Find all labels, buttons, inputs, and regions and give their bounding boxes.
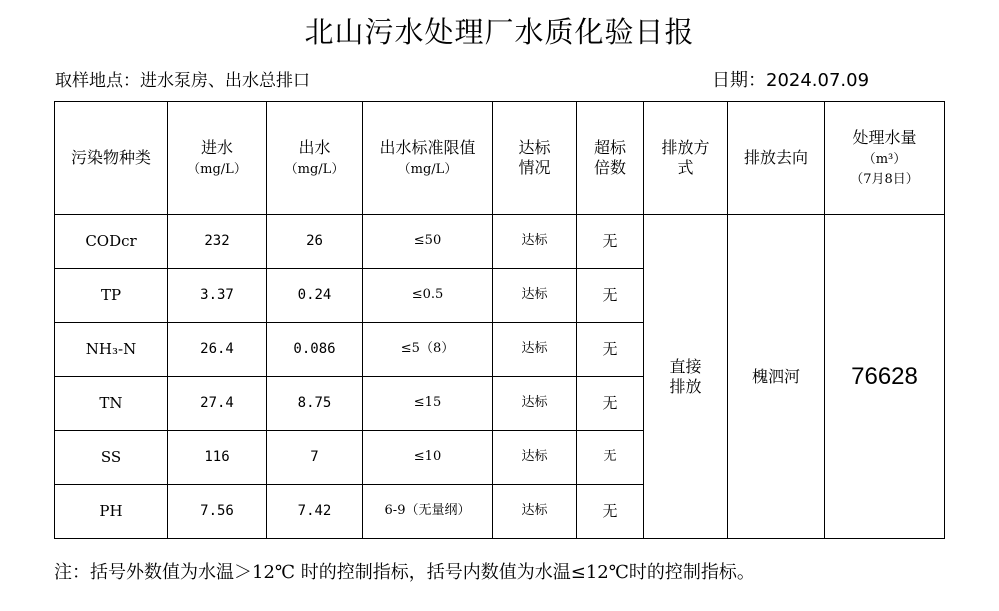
limit-cell: ≤0.5	[363, 269, 493, 323]
exceed-cell: 无	[577, 323, 644, 377]
influent-cell: 3.37	[168, 269, 267, 323]
pollutant-cell: SS	[55, 431, 168, 485]
influent-cell: 116	[168, 431, 267, 485]
header-pollutant: 污染物种类	[55, 102, 168, 215]
exceed-cell: 无	[577, 377, 644, 431]
compliance-cell: 达标	[493, 377, 577, 431]
pollutant-cell: CODcr	[55, 215, 168, 269]
limit-cell: 6-9（无量纲）	[363, 485, 493, 539]
effluent-cell: 7.42	[267, 485, 363, 539]
limit-cell: ≤5（8）	[363, 323, 493, 377]
influent-cell: 26.4	[168, 323, 267, 377]
compliance-cell: 达标	[493, 215, 577, 269]
compliance-cell: 达标	[493, 269, 577, 323]
compliance-cell: 达标	[493, 431, 577, 485]
limit-cell: ≤50	[363, 215, 493, 269]
table-row	[55, 215, 945, 269]
limit-cell: ≤10	[363, 431, 493, 485]
exceed-cell: 无	[577, 269, 644, 323]
report-title: 北山污水处理厂水质化验日报	[304, 15, 695, 49]
header-limit: 出水标准限值 （mg/L）	[363, 102, 493, 215]
exceed-cell: 无	[577, 215, 644, 269]
compliance-cell: 达标	[493, 323, 577, 377]
exceed-cell: 无	[577, 431, 644, 485]
header-effluent: 出水 （mg/L）	[267, 102, 363, 215]
compliance-cell: 达标	[493, 485, 577, 539]
influent-cell: 27.4	[168, 377, 267, 431]
header-compliance: 达标 情况	[493, 102, 577, 215]
header-method: 排放方 式	[644, 102, 728, 215]
report-date: 日期：2024.07.09	[712, 70, 870, 91]
exceed-cell: 无	[577, 485, 644, 539]
pollutant-cell: NH₃-N	[55, 323, 168, 377]
effluent-cell: 26	[267, 215, 363, 269]
pollutant-cell: TN	[55, 377, 168, 431]
influent-cell: 7.56	[168, 485, 267, 539]
pollutant-cell: PH	[55, 485, 168, 539]
water-quality-table	[54, 101, 945, 539]
header-exceed: 超标 倍数	[577, 102, 644, 215]
footnote: 注：括号外数值为水温＞12℃ 时的控制指标，括号内数值为水温≤12℃时的控制指标。	[54, 562, 755, 583]
effluent-cell: 0.24	[267, 269, 363, 323]
discharge-destination-cell: 槐泗河	[728, 215, 825, 539]
effluent-cell: 0.086	[267, 323, 363, 377]
influent-cell: 232	[168, 215, 267, 269]
effluent-cell: 7	[267, 431, 363, 485]
limit-cell: ≤15	[363, 377, 493, 431]
pollutant-cell: TP	[55, 269, 168, 323]
header-destination: 排放去向	[728, 102, 825, 215]
header-volume: 处理水量 （m³） （7月8日）	[825, 102, 945, 215]
effluent-cell: 8.75	[267, 377, 363, 431]
header-influent: 进水 （mg/L）	[168, 102, 267, 215]
treated-volume-cell: 76628	[825, 215, 945, 539]
table-header-row	[55, 102, 945, 215]
discharge-method-cell: 直接 排放	[644, 215, 728, 539]
sample-site: 取样地点：进水泵房、出水总排口	[55, 71, 310, 91]
